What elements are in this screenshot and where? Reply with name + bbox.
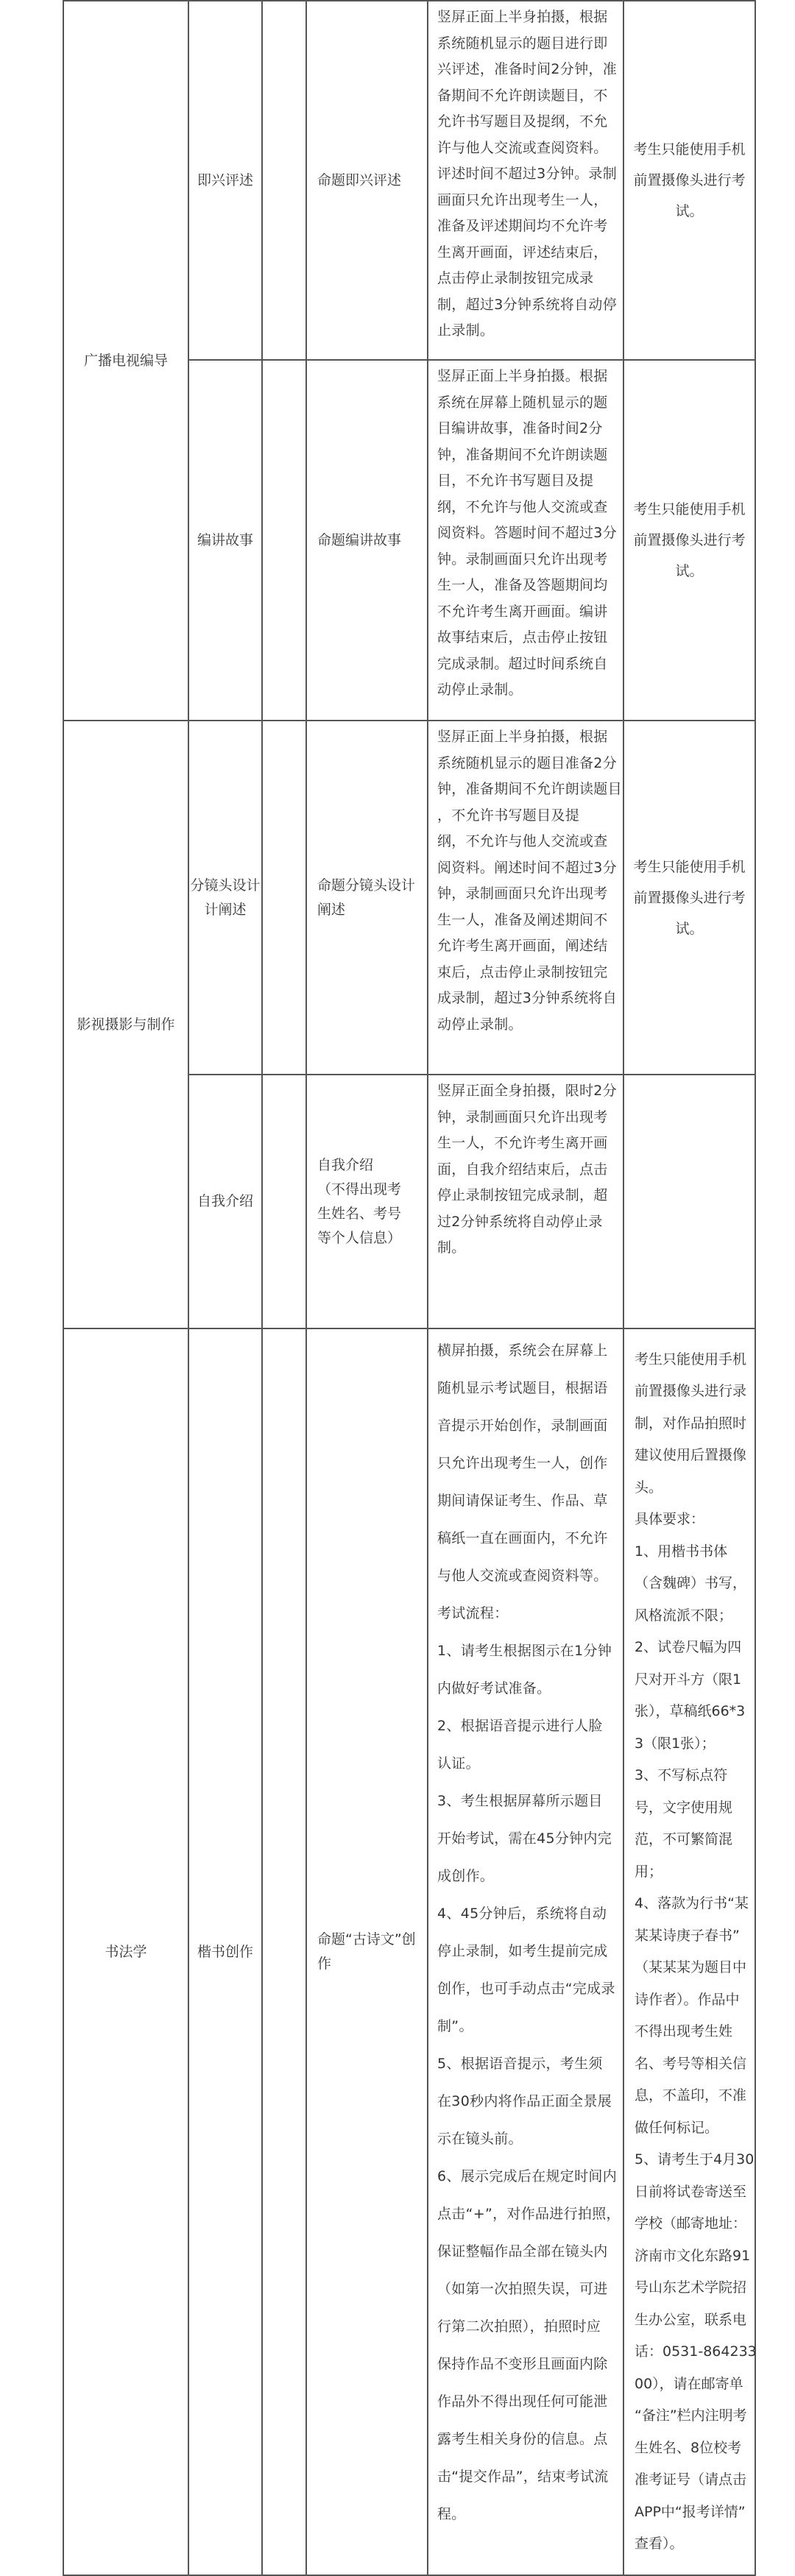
requirement-line: 不允许考生离开画面。编讲 xyxy=(437,603,608,620)
note-line: 学校（邮寄地址： xyxy=(635,2215,747,2232)
requirement-line: 目，不允许书写题目及提 xyxy=(437,473,594,489)
requirement-line: 点击“+”，对作品进行拍照， xyxy=(437,2206,621,2222)
requirement-line: 稿纸一直在画面内，不允许 xyxy=(437,1530,608,1546)
note-line: （含魏碑）书写， xyxy=(635,1575,747,1591)
content-cell xyxy=(306,1075,428,1328)
requirement-line: 制。 xyxy=(437,1239,466,1256)
content-line: 等个人信息） xyxy=(317,1229,402,1246)
item-cell: 自我介绍 xyxy=(188,1075,262,1328)
empty-cell xyxy=(262,1328,306,2575)
requirement-line: 止录制。 xyxy=(437,322,495,339)
requirement-line: 允许考生离开画面，阐述结 xyxy=(437,938,608,954)
requirement-line: 停止录制按钮完成录制，超 xyxy=(437,1187,608,1203)
category-cell: 影视摄影与制作 xyxy=(63,721,188,1328)
note-line: 济南市文化东路91 xyxy=(635,2247,751,2264)
requirement-line: 成创作。 xyxy=(437,1868,495,1884)
requirement-line: ，不允许书写题目及提 xyxy=(437,807,580,824)
empty-cell xyxy=(262,1075,306,1328)
requirement-line: 准备及评述期间均不允许考 xyxy=(437,218,608,234)
empty-cell xyxy=(262,721,306,1075)
item-line: 计阐述 xyxy=(204,901,247,918)
note-line: 2、试卷尺幅为四 xyxy=(635,1639,742,1655)
note-line: 不得出现考生姓 xyxy=(635,2023,733,2039)
requirement-line: 创作，也可手动点击“完成录 xyxy=(437,1981,615,1997)
requirement-line: 在30秒内将作品正面全景展 xyxy=(437,2093,612,2109)
note-line: 号，文字使用规 xyxy=(635,1799,733,1816)
requirement-line: 1、请考生根据图示在1分钟 xyxy=(437,1643,612,1659)
exam-requirements-table xyxy=(63,0,756,2576)
requirement-line: 生一人，准备及阐述期间不 xyxy=(437,911,608,928)
requirement-line: 程。 xyxy=(437,2506,466,2522)
requirement-line: 考试流程： xyxy=(437,1605,509,1621)
requirement-line: 2、根据语音提示进行人脸 xyxy=(437,1718,603,1734)
note-line: 生姓名、8位校考 xyxy=(635,2439,742,2456)
note-line: 3（限1张）； xyxy=(635,1735,716,1752)
note-line: 前置摄像头进行考 xyxy=(633,889,746,906)
requirement-line: 行第二次拍照），拍照时应 xyxy=(437,2318,601,2335)
category-cell: 广播电视编导 xyxy=(63,1,188,721)
requirement-line: 露考生相关身份的信息。点 xyxy=(437,2431,608,2447)
requirement-line: 生离开画面，评述结束后， xyxy=(437,244,608,261)
requirement-line: 6、展示完成后在规定时间内 xyxy=(437,2168,617,2184)
requirement-line: 击“提交作品”，结束考试流 xyxy=(437,2469,609,2485)
requirement-line: 过2分钟系统将自动停止录 xyxy=(437,1213,603,1230)
requirement-line: 开始考试，需在45分钟内完 xyxy=(437,1830,612,1847)
note-cell xyxy=(623,721,755,1075)
note-line: 前置摄像头进行录 xyxy=(635,1383,747,1399)
requirement-line: 只允许出现考生一人，创作 xyxy=(437,1455,608,1471)
item-cell: 楷书创作 xyxy=(188,1328,262,2575)
content-cell: 命题分镜头设计阐述 xyxy=(306,721,428,1075)
content-cell: 命题即兴评述 xyxy=(306,1,428,360)
note-line: “备注”栏内注明考 xyxy=(635,2407,747,2424)
note-line: （某某某为题目中 xyxy=(635,1959,747,1975)
requirement-line: 生一人，不允许考生离开画 xyxy=(437,1135,608,1151)
requirement-line: 兴评述，准备时间2分钟，准 xyxy=(437,61,617,77)
requirement-line: 纲，不允许与他人交流或查 xyxy=(437,498,608,515)
note-line: 张），草稿纸66*3 xyxy=(635,1703,746,1719)
requirement-line: 纲，不允许与他人交流或查 xyxy=(437,833,608,849)
note-line: 试。 xyxy=(675,920,704,937)
content-line: 生姓名、考号 xyxy=(317,1205,402,1222)
requirement-line: 面，自我介绍结束后，点击 xyxy=(437,1161,608,1178)
requirement-line: 4、45分钟后，系统将自动 xyxy=(437,1906,607,1922)
empty-cell xyxy=(262,1,306,360)
requirement-line: 备期间不允许朗读题目，不 xyxy=(437,87,608,104)
requirement-line: （如第一次拍照失误，可进 xyxy=(437,2281,608,2297)
requirement-line: 钟。录制画面只允许出现考 xyxy=(437,551,608,567)
requirement-line: 保持作品不变形且画面内除 xyxy=(437,2356,608,2372)
requirement-line: 保证整幅作品全部在镜头内 xyxy=(437,2243,608,2260)
note-line: 做任何标记。 xyxy=(635,2119,719,2136)
note-line: 1、用楷书书体 xyxy=(635,1543,728,1560)
note-line: 风格流派不限； xyxy=(635,1607,733,1624)
note-cell xyxy=(623,360,755,721)
requirement-line: 系统随机显示的题目进行即 xyxy=(437,35,608,52)
note-line: 名、考号等相关信 xyxy=(635,2055,747,2072)
requirement-line: 评述时间不超过3分钟。录制 xyxy=(437,166,617,182)
content-cell: 命题编讲故事 xyxy=(306,360,428,721)
note-line: 日前将试卷寄送至 xyxy=(635,2183,747,2200)
requirement-line: 允许书写题目及提纲，不允 xyxy=(437,113,608,130)
requirement-line: 认证。 xyxy=(437,1755,480,1772)
content-cell xyxy=(306,1328,428,2575)
requirement-line: 阅资料。阐述时间不超过3分 xyxy=(437,859,617,876)
requirement-cell xyxy=(428,360,623,721)
requirement-line: 点击停止录制按钮完成录 xyxy=(437,270,594,286)
note-line: APP中“报考详情” xyxy=(635,2503,746,2520)
requirement-line: 停止录制，如考生提前完成 xyxy=(437,1943,608,1959)
requirement-line: 内做好考试准备。 xyxy=(437,1680,551,1696)
requirement-line: 许与他人交流或查阅资料。 xyxy=(437,139,608,156)
requirement-line: 竖屏正面上半身拍摄，根据 xyxy=(437,729,608,745)
note-line: 考生只能使用手机 xyxy=(635,1351,747,1367)
note-line: 用； xyxy=(635,1863,663,1880)
table-row xyxy=(63,1,755,360)
requirement-line: 动停止录制。 xyxy=(437,1016,523,1033)
note-line: 考生只能使用手机 xyxy=(633,858,746,875)
requirement-line: 动停止录制。 xyxy=(437,682,523,698)
content-line: 作 xyxy=(317,1956,332,1972)
requirement-line: 期间请保证考生、作品、草 xyxy=(437,1493,608,1509)
content-line: 自我介绍 xyxy=(317,1156,374,1173)
item-cell xyxy=(188,721,262,1075)
requirement-line: 示在镜头前。 xyxy=(437,2131,523,2147)
table-row xyxy=(63,1328,755,2575)
note-line: 考生只能使用手机 xyxy=(633,501,746,517)
item-cell: 编讲故事 xyxy=(188,360,262,721)
note-line: 准考证号（请点击 xyxy=(635,2471,747,2488)
requirement-line: 竖屏正面上半身拍摄，根据 xyxy=(437,9,608,25)
requirement-line: 钟，准备期间不允许朗读题目 xyxy=(437,781,622,797)
requirement-line: 束后，点击停止录制按钮完 xyxy=(437,963,608,980)
note-line: 尺对开斗方（限1 xyxy=(635,1671,742,1688)
item-cell: 即兴评述 xyxy=(188,1,262,360)
empty-cell xyxy=(262,360,306,721)
note-line: 建议使用后置摄像 xyxy=(635,1447,747,1463)
requirement-line: 成录制，超过3分钟系统将自 xyxy=(437,990,617,1006)
requirement-cell xyxy=(428,1,623,360)
note-line: 话：0531-864233 xyxy=(635,2343,757,2360)
note-line: 某某诗庚子春书” xyxy=(635,1927,740,1944)
requirement-line: 故事结束后，点击停止按钮 xyxy=(437,629,608,645)
requirement-line: 阅资料。答题时间不超过3分 xyxy=(437,525,617,541)
requirement-line: 系统在屏幕上随机显示的题 xyxy=(437,394,608,411)
note-line: 3、不写标点符 xyxy=(635,1767,728,1783)
item-line: 分镜头设计 xyxy=(190,877,261,894)
note-line: 生办公室，联系电 xyxy=(635,2311,747,2328)
requirement-line: 目编讲故事，准备时间2分 xyxy=(437,420,603,436)
requirement-line: 横屏拍摄，系统会在屏幕上 xyxy=(437,1342,608,1359)
note-cell xyxy=(623,1075,755,1328)
requirement-cell xyxy=(428,721,623,1075)
note-line: 考生只能使用手机 xyxy=(633,141,746,158)
requirement-line: 竖屏正面上半身拍摄。根据 xyxy=(437,368,608,384)
requirement-line: 制”。 xyxy=(437,2018,473,2034)
note-line: 具体要求： xyxy=(635,1511,705,1527)
requirement-line: 随机显示考试题目，根据语 xyxy=(437,1380,608,1396)
note-line: 4、落款为行书“某 xyxy=(635,1895,749,1911)
note-line: 试。 xyxy=(675,563,704,579)
note-line: 号山东艺术学院招 xyxy=(635,2279,747,2296)
table-row xyxy=(63,721,755,1075)
note-line: 前置摄像头进行考 xyxy=(633,532,746,548)
requirement-line: 完成录制。超过时间系统自 xyxy=(437,655,608,672)
requirement-line: 作品外不得出现任何可能泄 xyxy=(437,2393,608,2410)
requirement-line: 制，超过3分钟系统将自动停 xyxy=(437,296,617,313)
note-line: 前置摄像头进行考 xyxy=(633,172,746,188)
note-line: 查看）。 xyxy=(635,2536,684,2552)
requirement-line: 钟，录制画面只允许出现考 xyxy=(437,1108,608,1125)
requirement-line: 钟，准备期间不允许朗读题 xyxy=(437,446,608,463)
requirement-line: 3、考生根据屏幕所示题目 xyxy=(437,1793,603,1809)
note-line: 范，不可繁简混 xyxy=(635,1831,733,1847)
requirement-cell xyxy=(428,1328,623,2575)
note-cell xyxy=(623,1328,755,2575)
note-line: 试。 xyxy=(675,203,704,219)
requirement-line: 画面只允许出现考生一人， xyxy=(437,191,608,208)
requirement-line: 5、根据语音提示，考生须 xyxy=(437,2056,603,2072)
note-line: 息，不盖印，不准 xyxy=(635,2087,747,2103)
requirement-line: 与他人交流或查阅资料等。 xyxy=(437,1568,608,1584)
content-line: （不得出现考 xyxy=(317,1181,402,1197)
category-cell: 书法学 xyxy=(63,1328,188,2575)
requirement-cell xyxy=(428,1075,623,1328)
note-line: 头。 xyxy=(635,1479,663,1496)
requirement-line: 竖屏正面全身拍摄，限时2分 xyxy=(437,1083,617,1099)
requirement-line: 钟，录制画面只允许出现考 xyxy=(437,885,608,902)
note-cell xyxy=(623,1,755,360)
requirement-line: 生一人，准备及答题期间均 xyxy=(437,577,608,593)
note-line: 00），请在邮寄单 xyxy=(635,2375,743,2392)
content-line: 命题“古诗文”创 xyxy=(317,1931,416,1947)
note-line: 诗作者）。作品中 xyxy=(635,1991,740,2008)
requirement-line: 音提示开始创作，录制画面 xyxy=(437,1418,608,1434)
requirement-line: 系统随机显示的题目准备2分 xyxy=(437,754,617,771)
note-line: 5、请考生于4月30 xyxy=(635,2151,755,2168)
note-line: 制，对作品拍照时 xyxy=(635,1415,747,1432)
